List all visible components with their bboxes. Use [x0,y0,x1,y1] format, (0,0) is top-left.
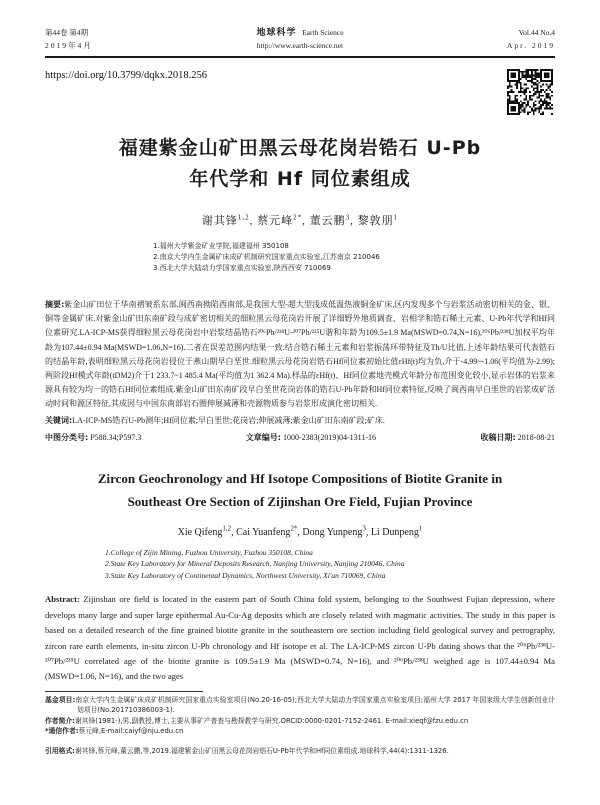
author-zh: 谢其锋$^{1,2}$, [201,213,254,227]
affiliation-en: 1.College of Zijin Mining, Fuzhou University, Fuzhou 350108, China [105,547,313,557]
author-en: Cai Yuanfeng$^{2*}$, [236,524,300,538]
citation-note: 引用格式:谢其锋,蔡元峰,董云鹏,等,2019.福建紫金山矿田黑云母花岗岩锆石U-Pb年代学和Hf同位素组成.地球科学,44(4):1311-1326. [45,746,449,755]
paper-title-en [53,467,547,513]
affiliation-zh: 1.福州大学紫金矿业学院,福建福州 350108 [153,242,289,250]
authors-en [45,525,555,538]
footnote-rule [45,691,203,692]
qr-code [507,69,553,115]
paper-title-en-line2: Southeast Ore Section of Zijinshan Ore Field, Fujian Province [127,493,473,509]
keywords-zh-label: 关键词: [45,415,73,425]
author-zh: 黎敦朋$^1$ [357,213,399,227]
clc-number: 中图分类号: P588.34;P597.3 [45,432,142,442]
author-zh: 董云鹏$^3$, [309,213,354,227]
affiliation-en: 3.State Key Laboratory of Continental Dynamics, Northwest University, Xi'an 710069, China [105,570,386,580]
date-en: Apr. 2019 [506,41,555,50]
header-rule [45,56,555,58]
funding-note: 基金项目:南京大学内生金属矿床成矿机制研究国家重点实验室项目(No.20-16-05);西北大学大陆动力学国家重点实验室项目;福州大学 2017 年国家级大学生创新创业计划项目(No.201710386003-1). [45,695,555,715]
journal-url-link[interactable]: http://www.earth-science.net [256,41,344,50]
author-en: Dong Yunpeng$^3$, [302,524,369,538]
paper-title-zh-line2: 年代学和 Hf 同位素组成 [189,168,411,190]
paper-title-en-line1: Zircon Geochronology and Hf Isotope Compositions of Biotite Granite in [97,470,503,486]
abstract-en [45,592,555,684]
abstract-en-label: Abstract: [45,594,80,605]
journal-volume-issue [45,26,165,52]
keywords-zh [45,414,555,427]
affiliations-zh [153,241,555,274]
affiliation-zh: 2.南京大学内生金属矿床成矿机制研究国家重点实验室,江苏南京 210046 [153,253,380,261]
authors-zh [45,212,555,228]
doi-row [45,65,555,117]
keywords-zh-text: LA-ICP-MS锆石U-Pb测年;Hf同位素;早白垩世;花岗岩;伸展减薄;紫金山矿田东南矿段;矿床. [72,415,385,425]
corresponding-author-note: *通信作者:蔡元峰,E-mail:caiyf@nju.edu.cn [45,727,184,736]
journal-title-zh: 地球科学 [256,27,297,37]
abstract-zh-text: 紫金山矿田位于华南褶皱系东部,闽西南拗陷西南部,是我国大型-超大型浅成低温热液铜金矿床,区内发现多个与岩浆活动密切相关的金、银、铜等金属矿床.对紫金山矿田东南矿段与成矿密切相关的细粒黑云母花岗岩开展了详细野外地质调查、岩相学和锆石稀土元素、U-Pb年代学和Hf同位素研究.LA-ICP-MS获得细粒黑云母花岗岩中岩浆结晶锆石²⁰⁶Pb/²³⁸U-²⁰⁷Pb/²³⁵U谐和年龄为109.5±1.9 Ma(MSWD=0.74,N=16),²⁰⁶Pb/²³⁸U加权平均年龄为107.44±0.94 Ma(MSWD=1.06,N=16).二者在误差范围内结果一致.结合锆石稀土元素和岩浆振荡环带特征及Th/U比值,上述年龄结果可代表锆石的结晶年龄,表明细粒黑云母花岗岩侵位于燕山期早白垩世.细粒黑云母花岗岩锆石Hf同位素初始比值εHf(t)均为负,介于-4.99~-1.06(平均值为-2.99);两阶段Hf模式年龄(tDM2)介于1 233.7~1 485.4 Ma(平均值为1 362.4 Ma).样品的εHf(t)、Hf同位素地壳模式年龄分布范围变化较小,显示岩体的岩浆来源具有较为均一的锆石Hf同位素组成.紫金山矿田东南矿段早白垩世花岗岩体的锆石U-Pb年龄和Hf同位素特征,反映了闽西南早白垩世的岩浆成矿活动时间和源区特征,其成因与中国东南部岩石圈伸展减薄和壳源物质参与岩浆形成演化密切相关. [45,300,555,409]
journal-vol-en [435,26,555,52]
paper-title-zh [45,133,555,195]
author-en: Li Dunpeng$^1$ [370,524,423,538]
author-bio-note: 作者简介:谢其锋(1981-),男,副教授,博士,主要从事矿产普查与勘探教学与研究.ORCID:0000-0201-7152-2461. E-mail:xieqf@fzu.edu.cn [45,716,469,725]
author-en: Xie Qifeng$^{1,2}$, [177,524,234,538]
journal-title-en: Earth Science [302,28,344,37]
volume-issue-zh: 第44卷 第4期 [45,28,89,37]
abstract-zh [45,298,555,412]
paper-title-zh-line1: 福建紫金山矿田黑云母花岗岩锆石 U-Pb [118,137,482,159]
affiliations-en [105,547,555,582]
journal-header [45,26,555,52]
article-id: 文章编号: 1000-2383(2019)04-1311-16 [245,432,377,442]
author-zh: 蔡元峰$^{2*}$, [257,213,306,227]
received-date: 收稿日期: 2018-08-21 [480,432,555,442]
date-zh: 2019年4月 [45,41,93,50]
volume-issue-en: Vol.44 No.4 [518,28,555,37]
affiliation-zh: 3.西北大学大陆动力学国家重点实验室,陕西西安 710069 [153,264,331,272]
doi-link[interactable]: https://doi.org/10.3799/dqkx.2018.256 [45,70,207,81]
meta-line [45,432,555,443]
affiliation-en: 2.State Key Laboratory for Mineral Deposits Research, Nanjing University, Nanjing 210046, China [105,559,405,569]
abstract-zh-label: 摘要: [45,300,65,309]
abstract-en-text: Zijinshan ore field is located in the eastern part of South China fold system, belonging to the Southwest Fujian depression, where develops many large and super large epithermal Au-Cu-Ag deposits which are closely related with magmatic activities. The study in this paper is based on a detailed research of the fine grained biotite granite in the southeastern ore section including field geological survey and petrography, zircon rare earth elements, in-situ zircon U-Pb chronology and Hf isotope et al. The LA-ICP-MS zircon U-Pb dating shows that the ²⁰⁶Pb/²³⁸U-²⁰⁷Pb/²³⁵U correlated age of the biotite granite is 109.5±1.9 Ma (MSWD=0.74, N=16), and ²⁰⁶Pb/²³⁸U weighed age is 107.44±0.94 Ma (MSWD=1.06, N=16), and the two ages [45,594,555,682]
journal-title-block [256,26,343,52]
